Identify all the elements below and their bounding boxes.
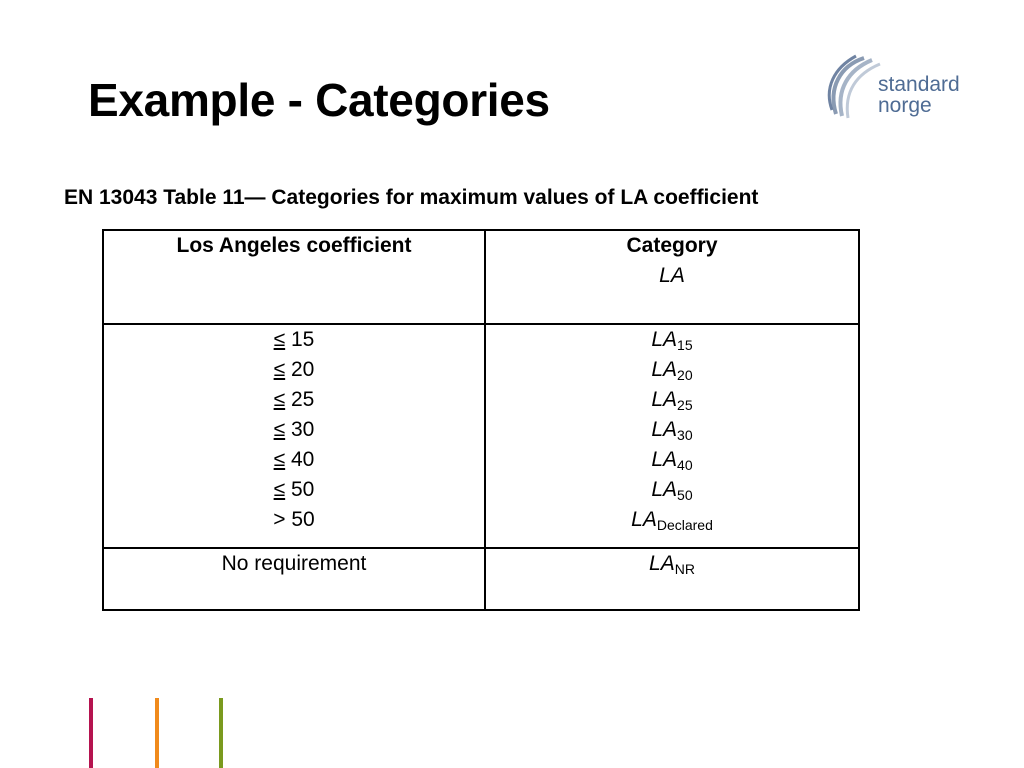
category-line: $LA_{15}$	[651, 328, 693, 353]
accent-bar-green	[219, 698, 223, 768]
category-cell	[485, 324, 859, 548]
category-line: $LA_{Declared}$	[631, 508, 713, 533]
threshold-line: > 50	[273, 508, 315, 531]
threshold-line: ≤ 40	[273, 448, 315, 471]
slide-title: Example - Categories	[88, 74, 550, 126]
category-line: $LA_{20}$	[651, 358, 693, 383]
logo-text-standard: standard	[878, 73, 960, 96]
categories-table	[102, 229, 860, 611]
category-cell: $LA_{NR}$	[485, 548, 859, 610]
category-line: $LA_{40}$	[651, 448, 693, 473]
table-header-row	[103, 230, 859, 324]
header-label: Category	[626, 234, 718, 257]
threshold-line: ≤ 25	[273, 388, 315, 411]
header-la-coefficient	[103, 230, 485, 324]
standard-norge-logo	[826, 52, 976, 128]
header-sublabel: LA	[659, 264, 685, 287]
table-row	[103, 324, 859, 548]
accent-bar-orange	[155, 698, 159, 768]
category-line: $LA_{50}$	[651, 478, 693, 503]
logo-text-norge: norge	[878, 94, 932, 117]
no-requirement-cell: No requirement	[103, 548, 485, 610]
logo-swoosh-icon	[826, 52, 882, 128]
category-line: $LA_{30}$	[651, 418, 693, 443]
table-caption: EN 13043 Table 11— Categories for maximum values of LA coefficient	[64, 186, 759, 209]
table-row	[103, 548, 859, 610]
threshold-line: ≤ 50	[273, 478, 315, 501]
accent-bar-magenta	[89, 698, 93, 768]
header-category	[485, 230, 859, 324]
threshold-line: ≤ 20	[273, 358, 315, 381]
threshold-line: ≤ 15	[273, 328, 315, 351]
category-line: $LA_{25}$	[651, 388, 693, 413]
threshold-cell	[103, 324, 485, 548]
header-label: Los Angeles coefficient	[176, 234, 412, 257]
threshold-line: ≤ 30	[273, 418, 315, 441]
